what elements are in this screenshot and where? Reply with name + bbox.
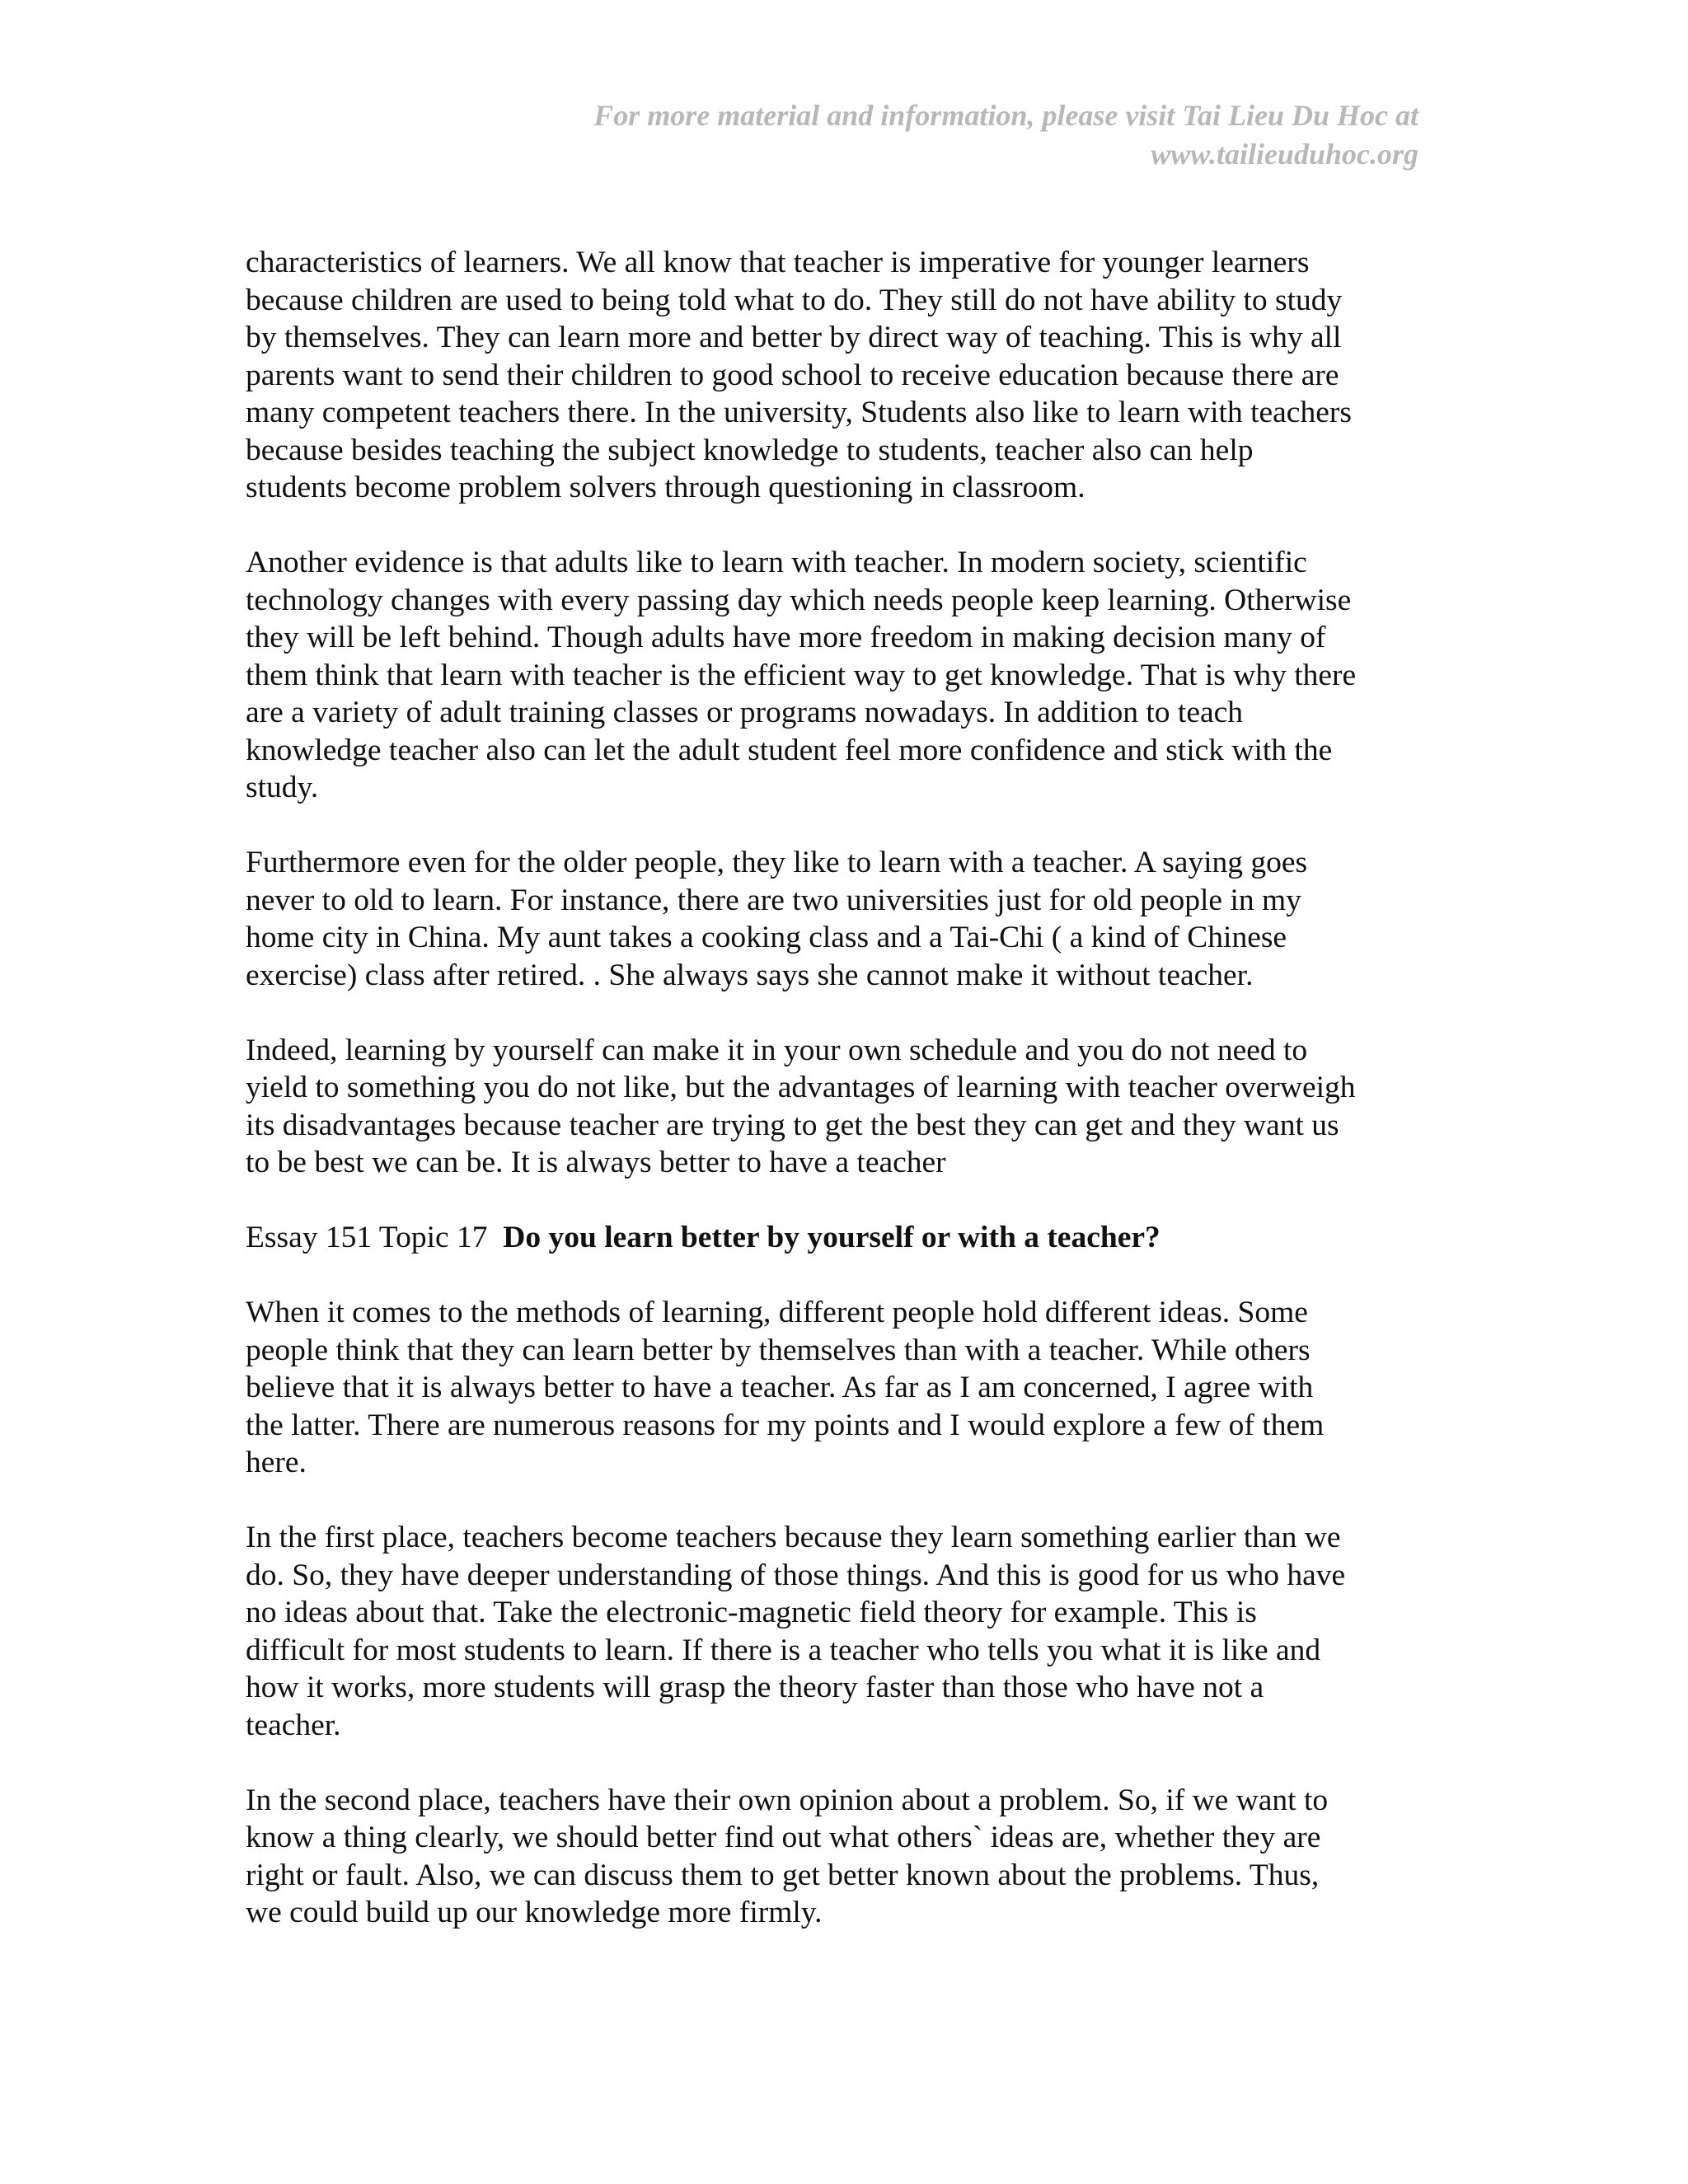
text-line: believe that it is always better to have a teacher. As far as I am concerned, I agree with xyxy=(246,1371,1314,1404)
text-line: no ideas about that. Take the electronic-magnetic field theory for example. This is xyxy=(246,1596,1257,1629)
paragraph xyxy=(246,1519,1432,1744)
text-line: exercise) class after retired. . She always says she cannot make it without teacher. xyxy=(246,958,1254,992)
document-body xyxy=(246,244,1432,1969)
text-line: never to old to learn. For instance, there are two universities just for old people in my xyxy=(246,883,1301,917)
text-line: When it comes to the methods of learning, different people hold different ideas. Some xyxy=(246,1296,1308,1329)
header-line-2: www.tailieuduhoc.org xyxy=(1151,138,1418,171)
text-line: knowledge teacher also can let the adult student feel more confidence and stick with the xyxy=(246,733,1333,767)
text-line: In the first place, teachers become teachers because they learn something earlier than we xyxy=(246,1521,1341,1554)
text-line: the latter. There are numerous reasons for my points and I would explore a few of them xyxy=(246,1408,1325,1442)
text-line: are a variety of adult training classes or programs nowadays. In addition to teach xyxy=(246,696,1244,729)
paragraph xyxy=(246,844,1432,994)
text-line: because besides teaching the subject knowledge to students, teacher also can help xyxy=(246,433,1254,467)
paragraph xyxy=(246,1032,1432,1182)
essay-question: Do you learn better by yourself or with a teacher? xyxy=(503,1221,1160,1254)
text-line: Furthermore even for the older people, they like to learn with a teacher. A saying goes xyxy=(246,846,1308,879)
essay-heading xyxy=(246,1219,1432,1257)
text-line: teacher. xyxy=(246,1708,341,1742)
text-line: by themselves. They can learn more and better by direct way of teaching. This is why all xyxy=(246,321,1342,354)
paragraph xyxy=(246,1782,1432,1932)
text-line: Another evidence is that adults like to learn with teacher. In modern society, scientific xyxy=(246,546,1307,579)
text-line: here. xyxy=(246,1446,307,1479)
page-header xyxy=(429,96,1418,174)
essay-label: Essay 151 Topic 17 xyxy=(246,1221,488,1254)
text-line: parents want to send their children to good school to receive education because there are xyxy=(246,358,1339,392)
text-line: many competent teachers there. In the university, Students also like to learn with teachers xyxy=(246,396,1352,429)
text-line: do. So, they have deeper understanding of those things. And this is good for us who have xyxy=(246,1558,1346,1592)
text-line: difficult for most students to learn. If there is a teacher who tells you what it is like and xyxy=(246,1633,1321,1667)
text-line: study. xyxy=(246,771,319,804)
text-line: Indeed, learning by yourself can make it in your own schedule and you do not need to xyxy=(246,1033,1308,1067)
header-line-1: For more material and information, please visit Tai Lieu Du Hoc at xyxy=(593,99,1418,132)
text-line: home city in China. My aunt takes a cooking class and a Tai-Chi ( a kind of Chinese xyxy=(246,921,1287,954)
text-line: we could build up our knowledge more firmly. xyxy=(246,1896,823,1929)
text-line: its disadvantages because teacher are trying to get the best they can get and they want us xyxy=(246,1108,1339,1142)
text-line: In the second place, teachers have their own opinion about a problem. So, if we want to xyxy=(246,1783,1329,1817)
text-line: students become problem solvers through questioning in classroom. xyxy=(246,471,1085,504)
text-line: yield to something you do not like, but the advantages of learning with teacher overweigh xyxy=(246,1071,1356,1104)
text-line: people think that they can learn better by themselves than with a teacher. While others xyxy=(246,1333,1311,1367)
text-line: because children are used to being told what to do. They still do not have ability to study xyxy=(246,283,1343,317)
paragraph xyxy=(246,544,1432,807)
paragraph xyxy=(246,244,1432,507)
paragraph xyxy=(246,1294,1432,1482)
text-line: they will be left behind. Though adults have more freedom in making decision many of xyxy=(246,621,1326,654)
text-line: them think that learn with teacher is the efficient way to get knowledge. That is why there xyxy=(246,658,1357,692)
text-line: technology changes with every passing day which needs people keep learning. Otherwise xyxy=(246,583,1352,617)
text-line: to be best we can be. It is always better to have a teacher xyxy=(246,1146,946,1179)
text-line: know a thing clearly, we should better find out what others` ideas are, whether they are xyxy=(246,1821,1321,1854)
text-line: how it works, more students will grasp the theory faster than those who have not a xyxy=(246,1671,1264,1704)
text-line: right or fault. Also, we can discuss them to get better known about the problems. Thus, xyxy=(246,1858,1320,1892)
text-line: characteristics of learners. We all know that teacher is imperative for younger learners xyxy=(246,246,1310,279)
